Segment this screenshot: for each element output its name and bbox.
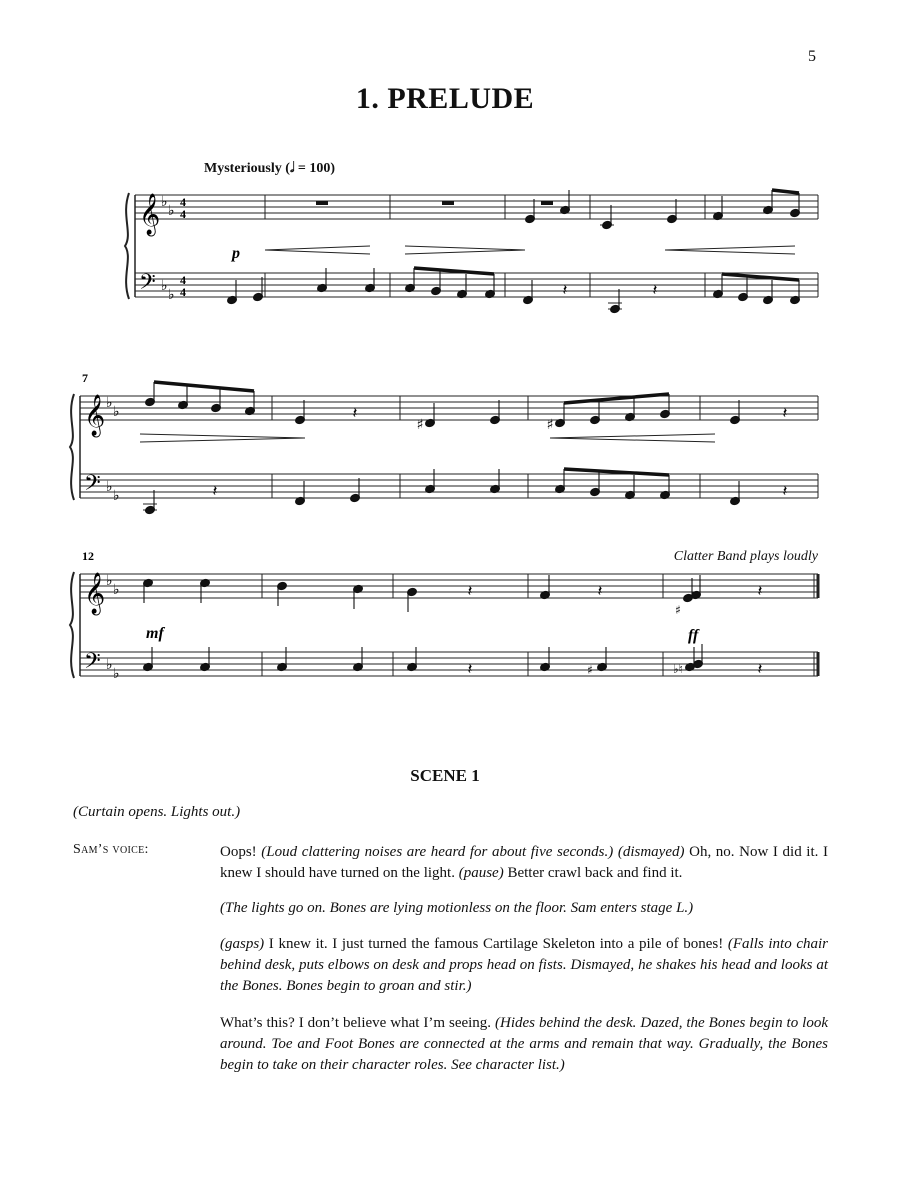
- quarter-rest-icon: 𝄽: [757, 581, 763, 600]
- stage-direction: (Curtain opens. Lights out.): [73, 804, 241, 820]
- dynamic-marking: ff: [688, 627, 699, 644]
- bass-clef-icon: 𝄢: [84, 471, 101, 501]
- half-note-icon: 𝅗𝅥: [289, 160, 295, 176]
- flat-icon: ♭: [113, 404, 120, 420]
- decrescendo-hairpin: [140, 434, 305, 438]
- stage-direction-text: (The lights go on. Bones are lying motionless on the floor. Sam enters stage L.): [220, 900, 694, 916]
- flat-icon: ♭: [168, 203, 175, 219]
- flat-icon: ♭: [161, 278, 168, 294]
- quarter-rest-icon: 𝄽: [782, 403, 788, 422]
- brace: [125, 193, 129, 299]
- crescendo-hairpin: [550, 434, 715, 438]
- note-beam: [772, 190, 799, 193]
- flat-icon: ♭: [113, 666, 120, 682]
- flat-icon: ♭: [106, 573, 113, 589]
- spoken-text: What’s this? I don’t believe what I’m seeing.: [220, 1015, 496, 1031]
- bass-clef-icon: 𝄢: [139, 270, 156, 300]
- sharp-icon: ♯: [416, 417, 424, 433]
- stage-direction-text: (Loud clattering noises are heard for about five seconds.) (dismayed): [261, 844, 685, 860]
- performance-annotation: Clatter Band plays loudly: [673, 549, 818, 564]
- time-signature-bottom: 4: [180, 207, 186, 221]
- stage-direction-text: (Hides behind the desk. Dazed, the Bones begin to look around. Toe and Foot Bones are connected at the arms and remain that way. Gradually, the Bones begin to take on their character roles. See character list.): [220, 1015, 828, 1073]
- decrescendo-hairpin: [405, 250, 525, 254]
- flat-icon: ♭: [113, 488, 120, 504]
- dialogue-paragraph: [220, 934, 828, 997]
- treble-clef-icon: 𝄞: [84, 395, 106, 436]
- quarter-rest-icon: 𝄽: [467, 581, 473, 600]
- crescendo-hairpin: [550, 438, 715, 442]
- whole-rest-icon: [541, 201, 553, 205]
- stage-direction-text: (gasps): [220, 936, 265, 952]
- note-beam: [154, 382, 254, 391]
- sharp-icon: ♯: [675, 603, 681, 617]
- measure-number: 7: [82, 371, 88, 385]
- decrescendo-hairpin: [405, 246, 525, 250]
- dialogue-paragraph: [220, 898, 828, 919]
- whole-rest-icon: [442, 201, 454, 205]
- quarter-rest-icon: 𝄽: [757, 659, 763, 678]
- flat-icon: ♭: [106, 479, 113, 495]
- dynamic-marking: p: [232, 245, 240, 262]
- crescendo-hairpin: [665, 246, 795, 250]
- spoken-text: Better crawl back and find it.: [503, 865, 683, 881]
- dialogue-paragraph: [220, 1013, 828, 1076]
- scene-heading: SCENE 1: [410, 766, 480, 785]
- sharp-icon: ♯: [546, 417, 554, 433]
- stage-direction-text: (pause): [458, 865, 504, 881]
- time-signature-top: 4: [180, 195, 186, 209]
- tempo-text: Mysteriously (: [204, 161, 290, 176]
- flat-icon: ♭: [113, 582, 120, 598]
- dialogue-paragraph: [220, 842, 828, 884]
- flat-icon: ♭: [106, 657, 113, 673]
- quarter-rest-icon: 𝄽: [467, 659, 473, 678]
- crescendo-hairpin: [265, 246, 370, 250]
- quarter-rest-icon: 𝄽: [652, 280, 658, 299]
- measure-number: 12: [82, 549, 94, 563]
- tempo-value: = 100): [294, 161, 336, 176]
- treble-clef-icon: 𝄞: [84, 573, 106, 614]
- page-number: 5: [808, 48, 816, 65]
- spoken-text: I knew it. I just turned the famous Cartilage Skeleton into a pile of bones!: [264, 936, 728, 952]
- treble-clef-icon: 𝄞: [139, 194, 161, 235]
- sharp-icon: ♯: [587, 663, 593, 677]
- piece-title: 1. PRELUDE: [355, 82, 535, 115]
- stage-direction-text: (Falls into chair behind desk, puts elbows on desk and props head on fists. Dismayed, he shakes his head and looks at the Bones. Bones begin to groan and stir.): [220, 936, 828, 994]
- brace: [70, 394, 74, 500]
- quarter-rest-icon: 𝄽: [212, 481, 218, 500]
- natural-icon: ♭♮: [673, 662, 683, 676]
- quarter-rest-icon: 𝄽: [597, 581, 603, 600]
- flat-icon: ♭: [161, 194, 168, 210]
- speaker-name: Sam’s voice:: [73, 842, 149, 857]
- brace: [70, 572, 74, 678]
- quarter-rest-icon: 𝄽: [562, 280, 568, 299]
- spoken-text: Oops!: [220, 844, 262, 860]
- dynamic-marking: mf: [146, 625, 164, 642]
- decrescendo-hairpin: [140, 438, 305, 442]
- crescendo-hairpin: [665, 250, 795, 254]
- whole-rest-icon: [316, 201, 328, 205]
- bass-clef-icon: 𝄢: [84, 649, 101, 679]
- time-signature-top: 4: [180, 273, 186, 287]
- flat-icon: ♭: [168, 287, 175, 303]
- quarter-rest-icon: 𝄽: [782, 481, 788, 500]
- spoken-text: Oh, no. Now I did it. I knew I should have turned on the light.: [220, 844, 828, 881]
- crescendo-hairpin: [265, 250, 370, 254]
- quarter-rest-icon: 𝄽: [352, 403, 358, 422]
- time-signature-bottom: 4: [180, 285, 186, 299]
- flat-icon: ♭: [106, 395, 113, 411]
